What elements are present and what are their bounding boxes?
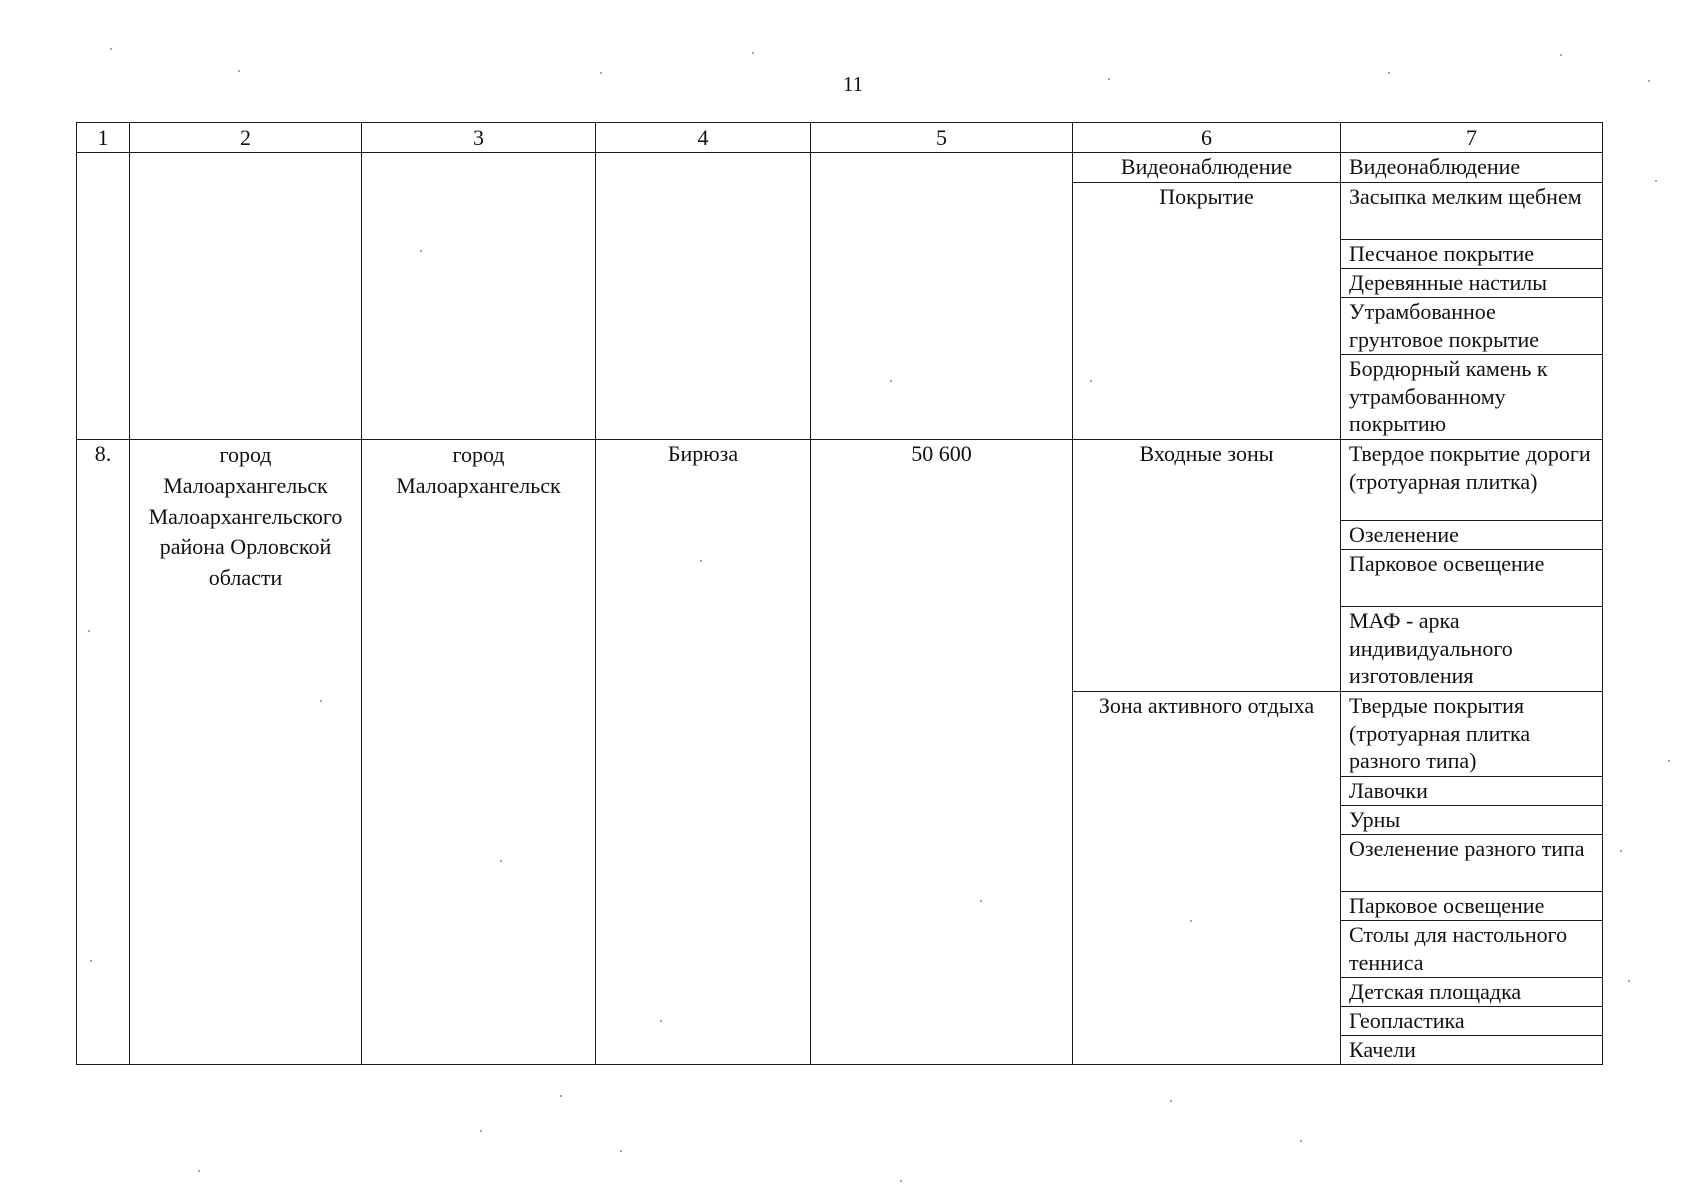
empty-municipality-cell [130, 153, 362, 440]
empty-num-cell [77, 153, 130, 440]
item-cell: Качели [1341, 1036, 1603, 1065]
empty-name-cell [596, 153, 811, 440]
item-cell: Утрамбованное грунтовое покрытие [1341, 298, 1603, 355]
table-row [77, 153, 1603, 183]
item-cell: Видеонаблюдение [1341, 153, 1603, 183]
header-row [77, 123, 1603, 153]
item-cell: Столы для настольного тенниса [1341, 921, 1603, 978]
item-cell: Озеленение [1341, 521, 1603, 550]
improvement-table [76, 122, 1603, 1065]
header-cell-4: 4 [596, 123, 811, 153]
municipality-cell: город Малоархангельск Малоархангельского района Орловской области [130, 440, 362, 1065]
header-cell-2: 2 [130, 123, 362, 153]
item-cell: Озеленение разного типа [1341, 835, 1603, 892]
item-cell: Песчаное покрытие [1341, 240, 1603, 269]
object-name-cell: Бирюза [596, 440, 811, 1065]
item-cell: Твердое покрытие дороги (тротуарная плитка) [1341, 440, 1603, 521]
settlement-cell: город Малоархангельск [362, 440, 596, 1065]
zone-cell: Покрытие [1073, 183, 1341, 440]
zone-cell: Входные зоны [1073, 440, 1341, 692]
item-cell: Урны [1341, 806, 1603, 835]
zone-cell: Зона активного отдыха [1073, 692, 1341, 1065]
page-number: 11 [842, 72, 864, 96]
header-cell-6: 6 [1073, 123, 1341, 153]
item-cell: Твердые покрытия (тротуарная плитка разного типа) [1341, 692, 1603, 777]
item-cell: Деревянные настилы [1341, 269, 1603, 298]
empty-settlement-cell [362, 153, 596, 440]
item-cell: Лавочки [1341, 777, 1603, 806]
row-number: 8. [77, 440, 130, 1065]
item-cell: МАФ - арка индивидуального изготовления [1341, 607, 1603, 692]
item-cell: Бордюрный камень к утрамбованному покрытию [1341, 355, 1603, 440]
header-cell-1: 1 [77, 123, 130, 153]
item-cell: Геопластика [1341, 1007, 1603, 1036]
header-cell-5: 5 [811, 123, 1073, 153]
zone-cell: Видеонаблюдение [1073, 153, 1341, 183]
empty-area-cell [811, 153, 1073, 440]
header-cell-3: 3 [362, 123, 596, 153]
item-cell: Засыпка мелким щебнем [1341, 183, 1603, 240]
item-cell: Парковое освещение [1341, 892, 1603, 921]
header-cell-7: 7 [1341, 123, 1603, 153]
table-row [77, 440, 1603, 521]
area-cell: 50 600 [811, 440, 1073, 1065]
item-cell: Детская площадка [1341, 978, 1603, 1007]
item-cell: Парковое освещение [1341, 550, 1603, 607]
